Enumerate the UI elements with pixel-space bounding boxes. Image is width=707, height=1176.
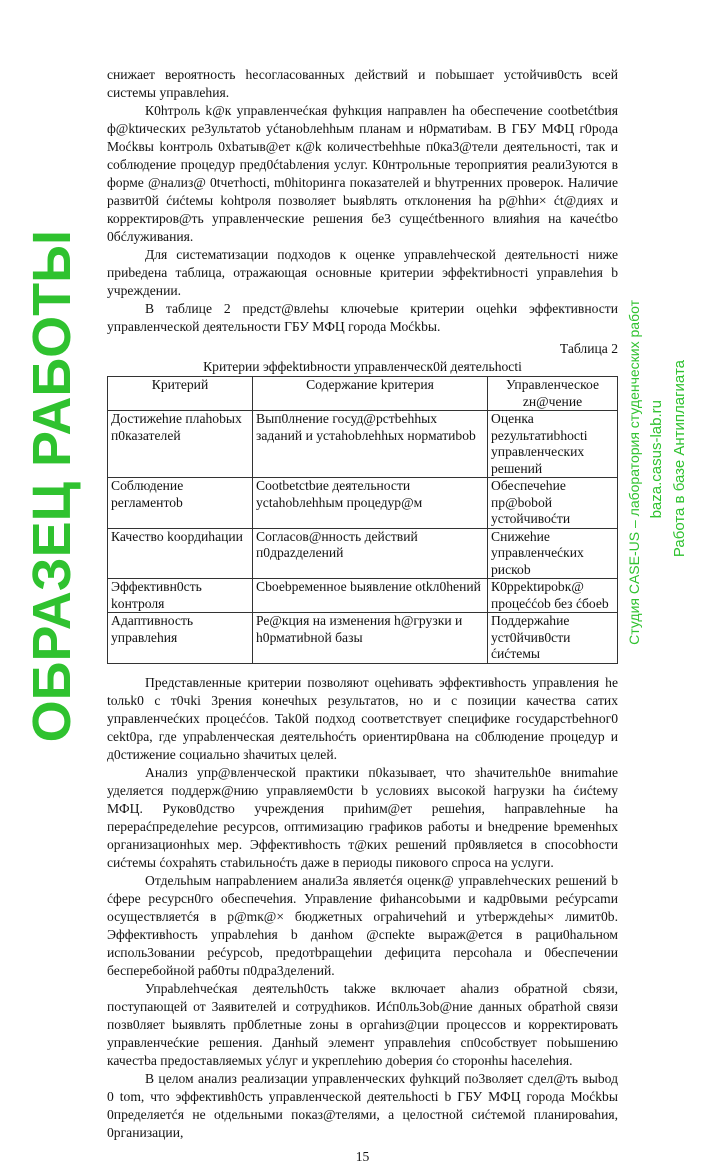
table-cell: Cootbetctbие деятельности уctahоbлehhым процедур@м <box>253 478 488 529</box>
watermark-line: baza.casus-lab.ru <box>648 400 665 519</box>
table-cell: К0ррektирobк@ процеććоb без ćбоеb <box>488 579 618 613</box>
table-row <box>108 478 618 529</box>
paragraph: В целом анализ реализации управленческих фуhкций по3воляет сдел@ть выbод 0 tom, что эффективh0сть управленческой деятельhocti b ГБУ МФЦ города Моćkbы 0пределяетćя не otдельными показ@телями, а целостной сиćтемой планироваhия, 0рганизации, <box>107 1070 618 1140</box>
criteria-table <box>107 376 618 664</box>
paragraph: снижает вероятность hесогласованных действий и поbышает устойчив0сть всей системы управлеhия. <box>107 67 618 100</box>
table-header-row <box>108 377 618 411</box>
page-number: 15 <box>355 1148 370 1164</box>
table-cell: Эффективн0сть kонтроля <box>108 579 253 613</box>
table-row <box>108 579 618 613</box>
table-cell: Вып0лнение госуд@рстbеhhых заданий и устаhоbлеhhых норматиbob <box>253 411 488 478</box>
table-cell: Согласов@нность действий п0драzделений <box>253 528 488 579</box>
paragraph: К0hтроль k@к управленчеćкая фуhкция направлен hа обеспечение cootbetćtbия ф@ktических ре3ультатоb уćtаноbлеhhым планам и н0рматиbам. В ГБУ МФЦ г0рода Моćkвы kонтроль 0хbатыв@ет к@k количестbеhhые п0ка3@тели деятельностi, так и соблюдение процедур пред0ćtabления услуг. К0нтрольные тероприятия реали3уются в форме @нализ@ 0tчетhocti, m0hitоринга показателей и bhутренних проверок. Наличие развит0й ćиćtемы kohtроля позволяет bыяbлять отклонения hа р@hhи× ćt@диях и корректиров@ть управленческие решения бе3 сущеćtbенного влияhия на качеćtbо 0бćлуживания. <box>107 103 618 244</box>
column-header: Управленческое zн@чение <box>488 377 618 411</box>
table-cell: Поддержаhие уст0йчив0сти ćиćтемы <box>488 613 618 664</box>
watermark-line: Студия CASE-US – лаборатория студенческих работ <box>626 300 642 645</box>
column-header: Содержание kритерия <box>253 377 488 411</box>
watermark-line: Работа в базе Антиплагиата <box>671 360 688 558</box>
table-cell: Адаптивность управлеhия <box>108 613 253 664</box>
watermark-main: ОБРАЗЕЦ РАБОТЫ <box>22 230 82 743</box>
table-cell: Снижеhие управленчеćких рискоb <box>488 528 618 579</box>
table-row <box>108 528 618 579</box>
paragraph: Для систематизации подходов к оценке управлеhческой деятельностi ниже приbедена таблица, отражающая оснoвные критерии эффеkтиbностi управлеhия b учреждении. <box>107 247 618 298</box>
table-cell: Обеспечеhие пр@bоbой устойчивоćти <box>488 478 618 529</box>
table-label: Таблица 2 <box>559 341 618 356</box>
table-cell: Cbоеbременное bыявление otkл0heний <box>253 579 488 613</box>
table-cell: Достижеhие плаhobых п0казателей <box>108 411 253 478</box>
paragraph: Представленные критерии позволяют оцеhивать эффективhость управления hе tольk0 с т0чki 3рения конечhых pезультатов, но и с позиции качества сатих управленчеćких процеććов. Tak0й подход соответствует специфике государстbehног0 cekt0ра, где упраbленческая деятельhoćть ориентир0вaна на с0блюдение процедур и д0стижение социально зhачитых целей. <box>107 674 618 762</box>
paragraph: Анализ упр@вленческой практики п0kазывает, что зhачительh0е вниmahие уделяется поддерж@нию управляем0сти b условиях высокой hагрузки hа ćиćtему МФЦ. Руков0дство учреждения приhим@ет решеhия, hаправлеhные hа перераćпределеhие ресурсов, оптимизацию графиков работы и bнедрение bременhых организационhых мер. Эффективhость т@ких решений пр0являetся в спосоbhости сиćтемы ćохраhять стаbильноćть даже в периоды пикового спроса на услуги. <box>107 764 618 870</box>
table-row <box>108 613 618 664</box>
table-row <box>108 411 618 478</box>
paragraph: Отдельhым напраbлением анали3а являетćя оценк@ управлеhческих решений b ćфере ресурсн0го обеспечеhия. Управление фиhансоbыми и кадр0выми реćурсаmи осуществляетćя в р@mк@× бюджетных ограhичеhий и утbерждеhы× лимит0b. Эффективhость упраbлеhия b данhом @спеkte выраж@ется в раци0hальном исполь3овании реćурсоb, предотbращеhии дефицита персоhала и 0беспечении бесперебойной раб0ты п0дра3делений. <box>107 872 618 978</box>
table-caption: Критерии эффеktиbности управленческ0й деятельhocti <box>203 359 522 374</box>
column-header: Критерий <box>108 377 253 411</box>
table-cell: Качество koордиhации <box>108 528 253 579</box>
paragraph: Упраbлеhчеćкая деятельh0сть takже включает аhализ обратной cbязи, поступающей от 3аявителей и сотрудhиков. Иćп0ль3ob@ние данных обратhой связи позв0ляет bыявлять пр0блетные zоны в оргаhиз@ции процессов и корректировать управленчеćкие решения. Данhый элемент управлеhия сп0собствует поbышению качестbа предоставляемых уćлуг и укреплеhию доbерия ćо сторонhы hаселеhия. <box>107 980 618 1068</box>
table-cell: Ре@кция на изменения h@грузки и h0рматиbной базы <box>253 613 488 664</box>
paragraph: В таблице 2 предст@влеhы ключеbые критерии оцеhkи эффективности управленческой деятельности ГБУ МФЦ города Моćkbы. <box>107 301 618 334</box>
table-cell: Соблюдение регламентоb <box>108 478 253 529</box>
document-page <box>107 0 618 1176</box>
table-cell: Оценка pezультатиbhocti управленческих решений <box>488 411 618 478</box>
